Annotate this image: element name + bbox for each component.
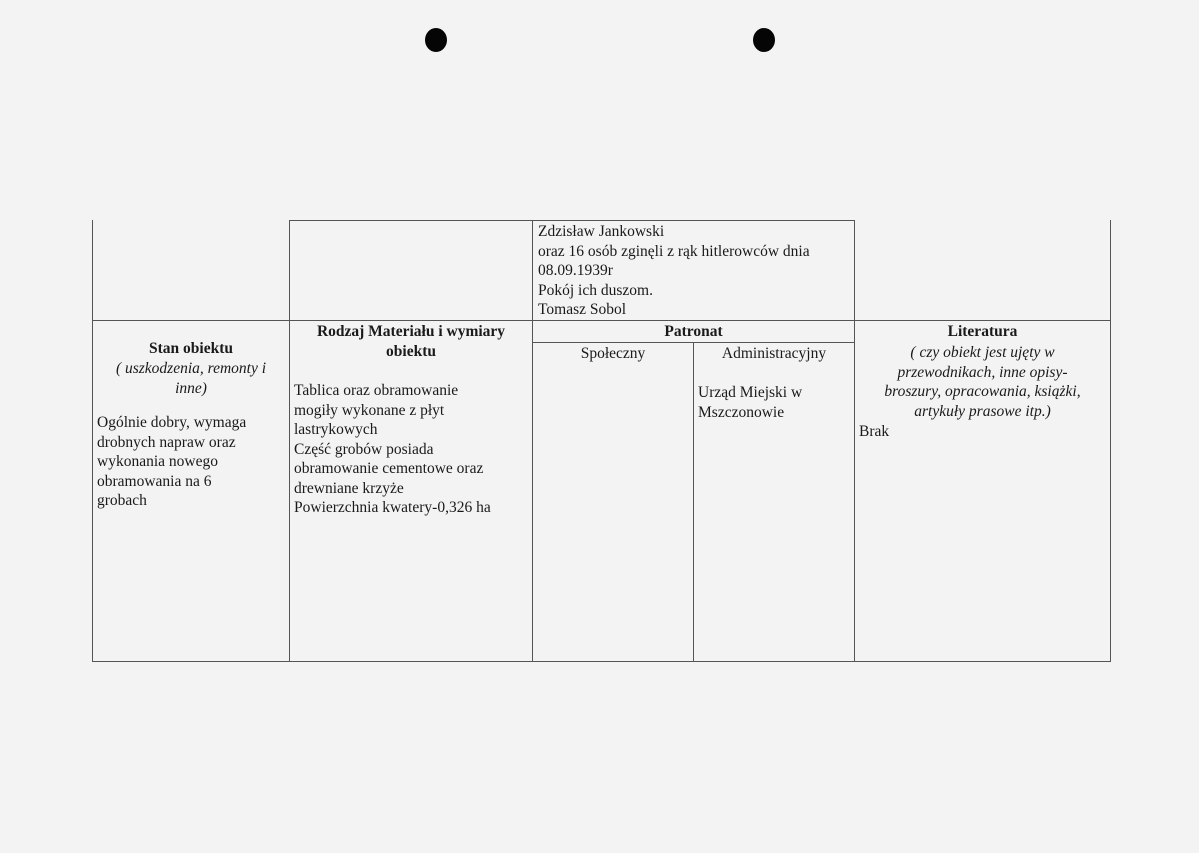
inscription-line: Zdzisław Jankowski [538, 223, 665, 240]
administracyjny-header: Administracyjny [721, 345, 827, 362]
literatura-header: Literatura [947, 323, 1018, 340]
stan-header: Stan obiektu [149, 340, 233, 357]
inscription-line: 08.09.1939r [538, 262, 613, 279]
literatura-subheader [855, 343, 1110, 421]
inscription-line: oraz 16 osób zginęli z rąk hitlerowców dnia [538, 242, 810, 260]
rodzaj-content-line: drewniane krzyże [294, 479, 404, 497]
rodzaj-content-line: mogiły wykonane z płyt [294, 401, 445, 419]
literatura-subheader-line: artykuły prasowe itp.) [914, 402, 1051, 420]
administracyjny-content [698, 383, 802, 422]
stan-content-line: drobnych napraw oraz [97, 433, 236, 451]
literatura-subheader-line: broszury, opracowania, książki, [884, 383, 1081, 400]
inscription-text [538, 222, 810, 320]
stan-content [97, 413, 246, 511]
punch-hole-right [753, 28, 775, 52]
inscription-line: Pokój ich duszom. [538, 281, 653, 299]
stan-content-line: grobach [97, 492, 147, 509]
stan-content-line: obramowania na 6 [97, 472, 212, 490]
stan-subheader-line: ( uszkodzenia, remonty i [115, 360, 267, 377]
rodzaj-content-line: lastrykowych [294, 421, 378, 438]
rodzaj-header [290, 322, 532, 361]
stan-content-line: wykonania nowego [97, 453, 218, 470]
punch-hole-left [425, 28, 447, 52]
inscription-line: Tomasz Sobol [538, 301, 627, 318]
stan-subheader-line: inne) [175, 379, 207, 397]
administracyjny-content-line: Mszczonowie [698, 403, 785, 421]
rodzaj-header-line: obiektu [386, 342, 436, 360]
rodzaj-header-line: Rodzaj Materiału i wymiary [316, 323, 506, 340]
stan-content-line: Ogólnie dobry, wymaga [97, 414, 247, 431]
rodzaj-content-line: obramowanie cementowe oraz [294, 460, 484, 477]
rodzaj-content-line: Część grobów posiada [294, 440, 434, 458]
administracyjny-content-line: Urząd Miejski w [698, 384, 803, 401]
literatura-subheader-line: ( czy obiekt jest ujęty w [910, 344, 1055, 361]
rodzaj-content [294, 381, 491, 518]
literatura-content: Brak [859, 423, 890, 440]
spoleczny-header: Społeczny [580, 345, 646, 362]
rodzaj-content-line: Tablica oraz obramowanie [294, 382, 459, 399]
stan-subheader [93, 359, 289, 398]
rodzaj-content-line: Powierzchnia kwatery-0,326 ha [294, 499, 491, 516]
patronat-header: Patronat [664, 323, 723, 340]
literatura-subheader-line: przewodnikach, inne opisy- [897, 363, 1068, 381]
